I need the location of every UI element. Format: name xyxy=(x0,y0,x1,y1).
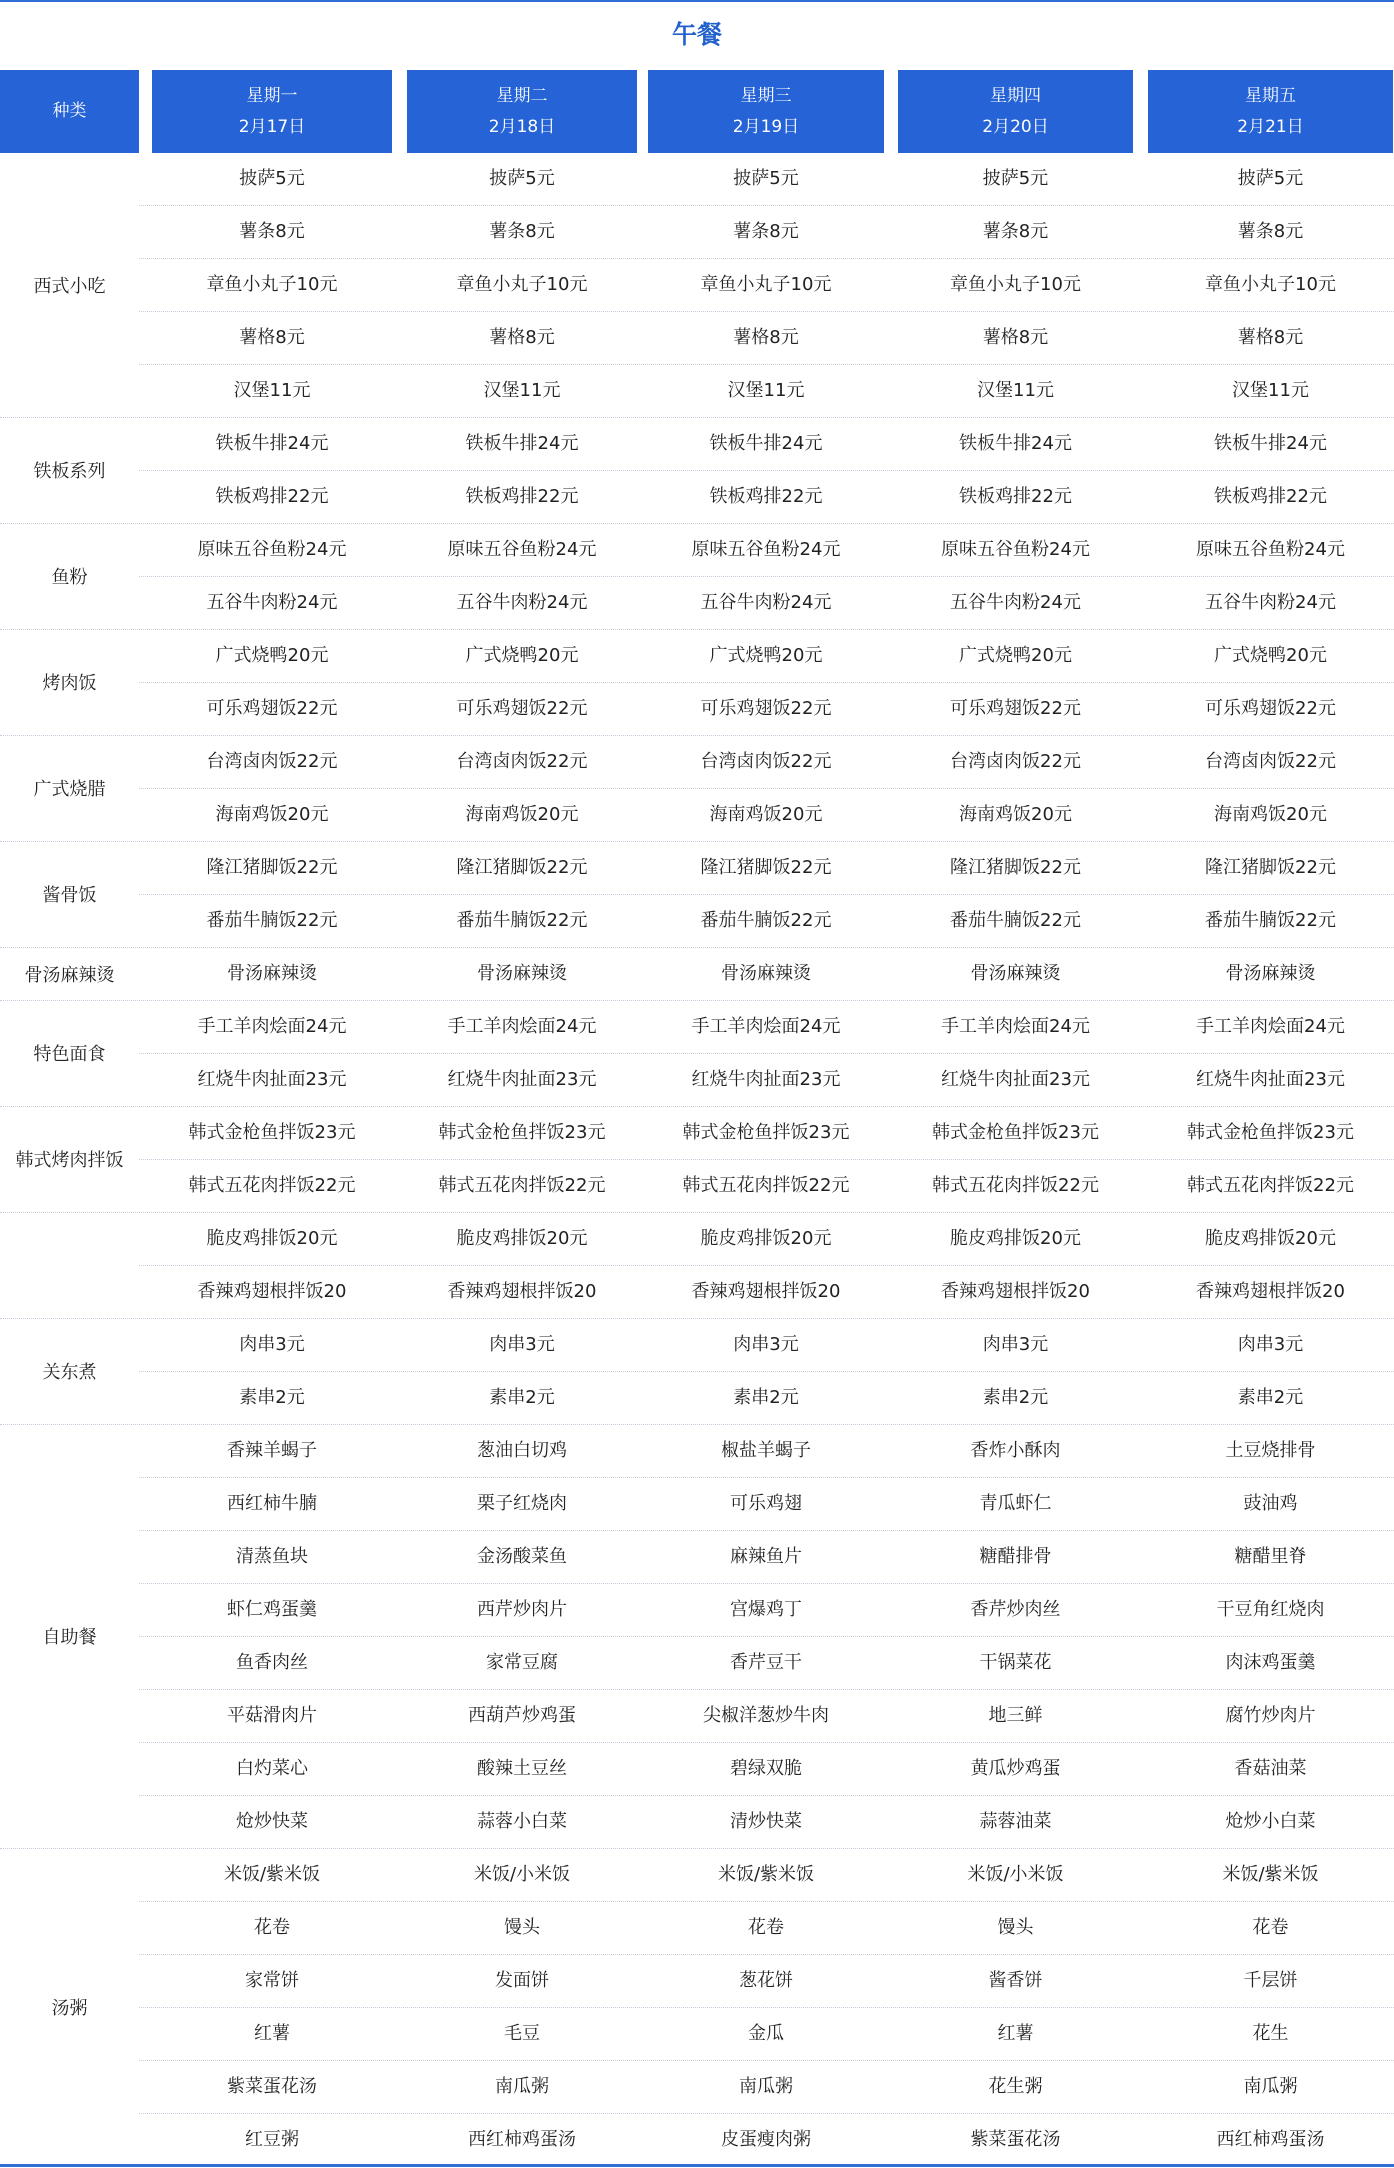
menu-item-cell: 韩式金枪鱼拌饭23元 xyxy=(1187,1122,1354,1143)
menu-item-cell: 海南鸡饭20元 xyxy=(215,804,329,825)
menu-item-cell: 红烧牛肉扯面23元 xyxy=(691,1069,841,1090)
category-label: 自助餐 xyxy=(42,1627,97,1648)
menu-item-cell: 章鱼小丸子10元 xyxy=(700,274,832,295)
menu-item-cell: 薯格8元 xyxy=(982,327,1049,348)
menu-item-cell: 清炒快菜 xyxy=(730,1811,802,1832)
menu-item-cell: 西红柿牛腩 xyxy=(227,1493,317,1514)
menu-item-cell: 薯格8元 xyxy=(239,327,305,348)
menu-item-cell: 披萨5元 xyxy=(239,168,305,189)
menu-item-cell: 手工羊肉烩面24元 xyxy=(197,1016,347,1037)
menu-item-cell: 糖醋里脊 xyxy=(1234,1546,1307,1567)
category-label: 特色面食 xyxy=(33,1044,106,1065)
menu-item-cell: 章鱼小丸子10元 xyxy=(206,274,338,295)
menu-item-cell: 广式烧鸭20元 xyxy=(215,645,329,666)
menu-item-cell: 汉堡11元 xyxy=(483,380,561,401)
menu-item-cell: 韩式金枪鱼拌饭23元 xyxy=(188,1122,356,1143)
menu-item-cell: 红烧牛肉扯面23元 xyxy=(941,1069,1090,1090)
menu-item-cell: 韩式金枪鱼拌饭23元 xyxy=(438,1122,606,1143)
menu-item-cell: 原味五谷鱼粉24元 xyxy=(197,539,347,560)
page-title: 午餐 xyxy=(671,20,722,49)
menu-item-cell: 西红柿鸡蛋汤 xyxy=(468,2129,576,2150)
menu-item-cell: 手工羊肉烩面24元 xyxy=(1196,1016,1345,1037)
menu-item-cell: 汉堡11元 xyxy=(233,380,311,401)
menu-item-cell: 铁板牛排24元 xyxy=(215,433,329,454)
menu-item-cell: 可乐鸡翅 xyxy=(730,1493,802,1514)
menu-item-cell: 南瓜粥 xyxy=(1243,2076,1298,2097)
menu-item-cell: 紫菜蛋花汤 xyxy=(970,2129,1061,2150)
menu-item-cell: 骨汤麻辣烫 xyxy=(721,963,811,984)
menu-item-cell: 香芹豆干 xyxy=(730,1652,802,1673)
menu-item-cell: 碧绿双脆 xyxy=(730,1758,802,1779)
menu-item-cell: 香辣鸡翅根拌饭20 xyxy=(1196,1281,1345,1302)
menu-item-cell: 披萨5元 xyxy=(733,168,799,189)
menu-item-cell: 披萨5元 xyxy=(1237,168,1304,189)
menu-item-cell: 薯格8元 xyxy=(489,327,555,348)
header-weekday: 星期一 xyxy=(246,85,298,106)
top-rule xyxy=(0,0,1394,2)
menu-item-cell: 汉堡11元 xyxy=(1232,380,1309,401)
menu-item-cell: 素串2元 xyxy=(1237,1387,1304,1408)
menu-item-cell: 薯格8元 xyxy=(733,327,799,348)
menu-item-cell: 千层饼 xyxy=(1243,1970,1298,1991)
menu-item-cell: 馒头 xyxy=(504,1917,540,1938)
menu-item-cell: 花生粥 xyxy=(988,2076,1043,2097)
menu-item-cell: 隆江猪脚饭22元 xyxy=(1205,857,1336,878)
menu-item-cell: 广式烧鸭20元 xyxy=(465,645,579,666)
bottom-rule xyxy=(0,2164,1394,2167)
menu-item-cell: 香辣羊蝎子 xyxy=(227,1440,317,1461)
header-day xyxy=(152,70,392,153)
menu-item-cell: 隆江猪脚饭22元 xyxy=(456,857,588,878)
menu-item-cell: 红烧牛肉扯面23元 xyxy=(1196,1069,1345,1090)
menu-item-cell: 汉堡11元 xyxy=(977,380,1054,401)
menu-item-cell: 金瓜 xyxy=(748,2023,784,2044)
menu-item-cell: 台湾卤肉饭22元 xyxy=(950,751,1081,772)
menu-item-cell: 薯条8元 xyxy=(1237,221,1304,242)
header-category-label: 种类 xyxy=(52,101,87,121)
menu-item-cell: 南瓜粥 xyxy=(739,2076,793,2097)
menu-item-cell: 尖椒洋葱炒牛肉 xyxy=(703,1705,829,1726)
menu-item-cell: 豉油鸡 xyxy=(1243,1493,1298,1514)
menu-item-cell: 南瓜粥 xyxy=(495,2076,549,2097)
menu-item-cell: 海南鸡饭20元 xyxy=(1214,804,1327,825)
menu-item-cell: 香菇油菜 xyxy=(1234,1758,1307,1779)
header-day xyxy=(407,70,637,153)
menu-item-cell: 糖醋排骨 xyxy=(979,1546,1052,1567)
menu-item-cell: 铁板牛排24元 xyxy=(709,433,823,454)
category-label: 铁板系列 xyxy=(33,461,106,482)
category-label: 烤肉饭 xyxy=(42,673,97,694)
menu-item-cell: 炝炒快菜 xyxy=(236,1811,308,1832)
menu-item-cell: 披萨5元 xyxy=(489,168,555,189)
header-weekday: 星期四 xyxy=(990,85,1041,106)
menu-item-cell: 可乐鸡翅饭22元 xyxy=(1205,698,1336,719)
menu-item-cell: 番茄牛腩饭22元 xyxy=(700,910,832,931)
menu-item-cell: 干豆角红烧肉 xyxy=(1216,1599,1325,1620)
menu-item-cell: 虾仁鸡蛋羹 xyxy=(227,1599,317,1620)
menu-item-cell: 葱油白切鸡 xyxy=(477,1440,567,1461)
menu-item-cell: 韩式五花肉拌饭22元 xyxy=(682,1175,850,1196)
menu-item-cell: 章鱼小丸子10元 xyxy=(1205,274,1336,295)
menu-item-cell: 炝炒小白菜 xyxy=(1225,1811,1316,1832)
menu-item-cell: 广式烧鸭20元 xyxy=(709,645,823,666)
header-weekday: 星期二 xyxy=(496,85,548,106)
menu-item-cell: 青瓜虾仁 xyxy=(979,1493,1052,1514)
menu-item-cell: 手工羊肉烩面24元 xyxy=(691,1016,841,1037)
menu-item-cell: 香芹炒肉丝 xyxy=(970,1599,1061,1620)
menu-item-cell: 肉串3元 xyxy=(1237,1334,1304,1355)
menu-item-cell: 清蒸鱼块 xyxy=(236,1546,308,1567)
menu-item-cell: 五谷牛肉粉24元 xyxy=(456,592,588,613)
menu-item-cell: 家常豆腐 xyxy=(486,1652,558,1673)
menu-item-cell: 红薯 xyxy=(997,2023,1034,2044)
menu-item-cell: 鱼香肉丝 xyxy=(236,1652,308,1673)
menu-item-cell: 汉堡11元 xyxy=(727,380,805,401)
menu-item-cell: 米饭/小米饭 xyxy=(473,1864,571,1885)
menu-item-cell: 肉串3元 xyxy=(733,1334,799,1355)
menu-item-cell: 红烧牛肉扯面23元 xyxy=(447,1069,597,1090)
menu-item-cell: 皮蛋瘦肉粥 xyxy=(721,2129,811,2150)
menu-item-cell: 金汤酸菜鱼 xyxy=(477,1546,567,1567)
menu-item-cell: 广式烧鸭20元 xyxy=(959,645,1072,666)
menu-item-cell: 土豆烧排骨 xyxy=(1225,1440,1316,1461)
menu-item-cell: 韩式五花肉拌饭22元 xyxy=(932,1175,1099,1196)
category-label: 骨汤麻辣烫 xyxy=(24,964,115,986)
header-day xyxy=(1148,70,1393,153)
menu-item-cell: 五谷牛肉粉24元 xyxy=(700,592,832,613)
menu-item-cell: 花卷 xyxy=(1252,1917,1289,1938)
menu-item-cell: 肉串3元 xyxy=(239,1334,305,1355)
menu-item-cell: 原味五谷鱼粉24元 xyxy=(1196,539,1345,560)
menu-item-cell: 隆江猪脚饭22元 xyxy=(950,857,1081,878)
menu-item-cell: 可乐鸡翅饭22元 xyxy=(206,698,338,719)
menu-item-cell: 台湾卤肉饭22元 xyxy=(206,751,338,772)
menu-item-cell: 家常饼 xyxy=(245,1970,299,1991)
menu-item-cell: 肉沫鸡蛋羹 xyxy=(1225,1652,1316,1673)
header-weekday: 星期五 xyxy=(1245,85,1296,106)
menu-item-cell: 台湾卤肉饭22元 xyxy=(700,751,832,772)
menu-item-cell: 花卷 xyxy=(748,1917,784,1938)
menu-item-cell: 隆江猪脚饭22元 xyxy=(700,857,832,878)
category-label: 汤粥 xyxy=(51,1998,88,2019)
header-day xyxy=(898,70,1133,153)
menu-item-cell: 地三鲜 xyxy=(988,1705,1043,1726)
menu-item-cell: 脆皮鸡排饭20元 xyxy=(456,1228,588,1249)
menu-item-cell: 红烧牛肉扯面23元 xyxy=(197,1069,347,1090)
menu-item-cell: 脆皮鸡排饭20元 xyxy=(206,1228,338,1249)
menu-item-cell: 铁板鸡排22元 xyxy=(959,486,1072,507)
menu-item-cell: 番茄牛腩饭22元 xyxy=(1205,910,1336,931)
menu-item-cell: 披萨5元 xyxy=(982,168,1049,189)
menu-item-cell: 平菇滑肉片 xyxy=(227,1705,317,1726)
menu-item-cell: 肉串3元 xyxy=(489,1334,555,1355)
menu-item-cell: 素串2元 xyxy=(239,1387,305,1408)
menu-item-cell: 原味五谷鱼粉24元 xyxy=(447,539,597,560)
category-label: 广式烧腊 xyxy=(33,779,106,800)
menu-item-cell: 米饭/紫米饭 xyxy=(1222,1864,1319,1885)
menu-item-cell: 馒头 xyxy=(997,1917,1034,1938)
menu-item-cell: 毛豆 xyxy=(504,2023,540,2044)
menu-item-cell: 葱花饼 xyxy=(739,1970,793,1991)
menu-item-cell: 栗子红烧肉 xyxy=(477,1493,567,1514)
menu-item-cell: 章鱼小丸子10元 xyxy=(456,274,588,295)
menu-item-cell: 红豆粥 xyxy=(245,2129,299,2150)
menu-item-cell: 花卷 xyxy=(254,1917,290,1938)
menu-item-cell: 五谷牛肉粉24元 xyxy=(206,592,338,613)
menu-item-cell: 红薯 xyxy=(254,2023,290,2044)
header-date: 2月17日 xyxy=(238,116,306,137)
menu-item-cell: 香辣鸡翅根拌饭20 xyxy=(691,1281,841,1302)
menu-item-cell: 白灼菜心 xyxy=(236,1758,308,1779)
menu-item-cell: 干锅菜花 xyxy=(979,1652,1052,1673)
menu-item-cell: 章鱼小丸子10元 xyxy=(950,274,1081,295)
menu-item-cell: 骨汤麻辣烫 xyxy=(477,963,567,984)
menu-item-cell: 蒜蓉油菜 xyxy=(979,1811,1052,1832)
menu-item-cell: 椒盐羊蝎子 xyxy=(721,1440,811,1461)
menu-item-cell: 广式烧鸭20元 xyxy=(1214,645,1327,666)
menu-item-cell: 骨汤麻辣烫 xyxy=(1225,963,1316,984)
header-date: 2月20日 xyxy=(982,116,1049,137)
header-weekday: 星期三 xyxy=(740,85,792,106)
category-label: 韩式烤肉拌饭 xyxy=(15,1150,124,1171)
menu-item-cell: 番茄牛腩饭22元 xyxy=(950,910,1081,931)
menu-item-cell: 番茄牛腩饭22元 xyxy=(456,910,588,931)
menu-item-cell: 铁板牛排24元 xyxy=(465,433,579,454)
menu-item-cell: 韩式五花肉拌饭22元 xyxy=(188,1175,356,1196)
header-date: 2月21日 xyxy=(1237,116,1304,137)
header-day xyxy=(648,70,884,153)
menu-item-cell: 韩式金枪鱼拌饭23元 xyxy=(932,1122,1099,1143)
menu-item-cell: 发面饼 xyxy=(495,1970,549,1991)
menu-item-cell: 海南鸡饭20元 xyxy=(465,804,579,825)
menu-item-cell: 铁板牛排24元 xyxy=(1214,433,1327,454)
menu-item-cell: 素串2元 xyxy=(489,1387,555,1408)
category-label: 西式小吃 xyxy=(33,275,106,297)
menu-item-cell: 原味五谷鱼粉24元 xyxy=(691,539,841,560)
menu-item-cell: 脆皮鸡排饭20元 xyxy=(700,1228,832,1249)
category-label xyxy=(0,1212,139,1318)
menu-item-cell: 薯条8元 xyxy=(239,221,305,242)
menu-item-cell: 黄瓜炒鸡蛋 xyxy=(970,1758,1061,1779)
category-label: 酱骨饭 xyxy=(42,885,97,906)
menu-item-cell: 铁板鸡排22元 xyxy=(465,486,579,507)
menu-item-cell: 番茄牛腩饭22元 xyxy=(206,910,338,931)
header-date: 2月18日 xyxy=(488,116,556,137)
menu-item-cell: 西芹炒肉片 xyxy=(477,1599,567,1620)
menu-item-cell: 米饭/小米饭 xyxy=(967,1864,1064,1885)
menu-item-cell: 紫菜蛋花汤 xyxy=(227,2076,317,2097)
menu-item-cell: 米饭/紫米饭 xyxy=(223,1864,321,1885)
menu-item-cell: 香辣鸡翅根拌饭20 xyxy=(941,1281,1090,1302)
menu-item-cell: 铁板鸡排22元 xyxy=(215,486,329,507)
menu-item-cell: 素串2元 xyxy=(982,1387,1049,1408)
header-category xyxy=(0,70,139,153)
menu-item-cell: 酸辣土豆丝 xyxy=(477,1758,567,1779)
menu-item-cell: 西红柿鸡蛋汤 xyxy=(1216,2129,1325,2150)
menu-item-cell: 可乐鸡翅饭22元 xyxy=(456,698,588,719)
menu-item-cell: 韩式五花肉拌饭22元 xyxy=(1187,1175,1354,1196)
category-label: 关东煮 xyxy=(42,1362,97,1383)
menu-item-cell: 台湾卤肉饭22元 xyxy=(1205,751,1336,772)
menu-item-cell: 五谷牛肉粉24元 xyxy=(950,592,1081,613)
menu-item-cell: 肉串3元 xyxy=(982,1334,1049,1355)
menu-item-cell: 素串2元 xyxy=(733,1387,799,1408)
menu-item-cell: 铁板牛排24元 xyxy=(959,433,1072,454)
menu-item-cell: 隆江猪脚饭22元 xyxy=(206,857,338,878)
menu-item-cell: 脆皮鸡排饭20元 xyxy=(1205,1228,1336,1249)
menu-item-cell: 西葫芦炒鸡蛋 xyxy=(468,1705,576,1726)
menu-item-cell: 韩式金枪鱼拌饭23元 xyxy=(682,1122,850,1143)
menu-item-cell: 可乐鸡翅饭22元 xyxy=(700,698,832,719)
menu-item-cell: 五谷牛肉粉24元 xyxy=(1205,592,1336,613)
menu-item-cell: 铁板鸡排22元 xyxy=(1214,486,1327,507)
menu-item-cell: 铁板鸡排22元 xyxy=(709,486,823,507)
menu-item-cell: 宫爆鸡丁 xyxy=(730,1599,802,1620)
menu-item-cell: 麻辣鱼片 xyxy=(730,1546,802,1567)
menu-item-cell: 手工羊肉烩面24元 xyxy=(941,1016,1090,1037)
menu-item-cell: 薯条8元 xyxy=(733,221,799,242)
menu-item-cell: 骨汤麻辣烫 xyxy=(970,963,1061,984)
menu-item-cell: 蒜蓉小白菜 xyxy=(477,1811,567,1832)
menu-item-cell: 台湾卤肉饭22元 xyxy=(456,751,588,772)
menu-item-cell: 骨汤麻辣烫 xyxy=(227,963,317,984)
menu-item-cell: 薯条8元 xyxy=(982,221,1049,242)
menu-item-cell: 脆皮鸡排饭20元 xyxy=(950,1228,1081,1249)
menu-item-cell: 香炸小酥肉 xyxy=(970,1440,1061,1461)
menu-item-cell: 手工羊肉烩面24元 xyxy=(447,1016,597,1037)
menu-item-cell: 花生 xyxy=(1252,2023,1289,2044)
menu-item-cell: 可乐鸡翅饭22元 xyxy=(950,698,1081,719)
menu-item-cell: 韩式五花肉拌饭22元 xyxy=(438,1175,606,1196)
menu-item-cell: 酱香饼 xyxy=(988,1970,1043,1991)
menu-item-cell: 海南鸡饭20元 xyxy=(709,804,823,825)
header-date: 2月19日 xyxy=(732,116,800,137)
menu-item-cell: 腐竹炒肉片 xyxy=(1225,1705,1316,1726)
menu-item-cell: 米饭/紫米饭 xyxy=(717,1864,815,1885)
menu-item-cell: 原味五谷鱼粉24元 xyxy=(941,539,1090,560)
menu-item-cell: 香辣鸡翅根拌饭20 xyxy=(447,1281,597,1302)
menu-item-cell: 海南鸡饭20元 xyxy=(959,804,1072,825)
menu-item-cell: 香辣鸡翅根拌饭20 xyxy=(197,1281,347,1302)
menu-item-cell: 薯格8元 xyxy=(1237,327,1304,348)
category-label: 鱼粉 xyxy=(51,567,88,588)
menu-item-cell: 薯条8元 xyxy=(489,221,555,242)
